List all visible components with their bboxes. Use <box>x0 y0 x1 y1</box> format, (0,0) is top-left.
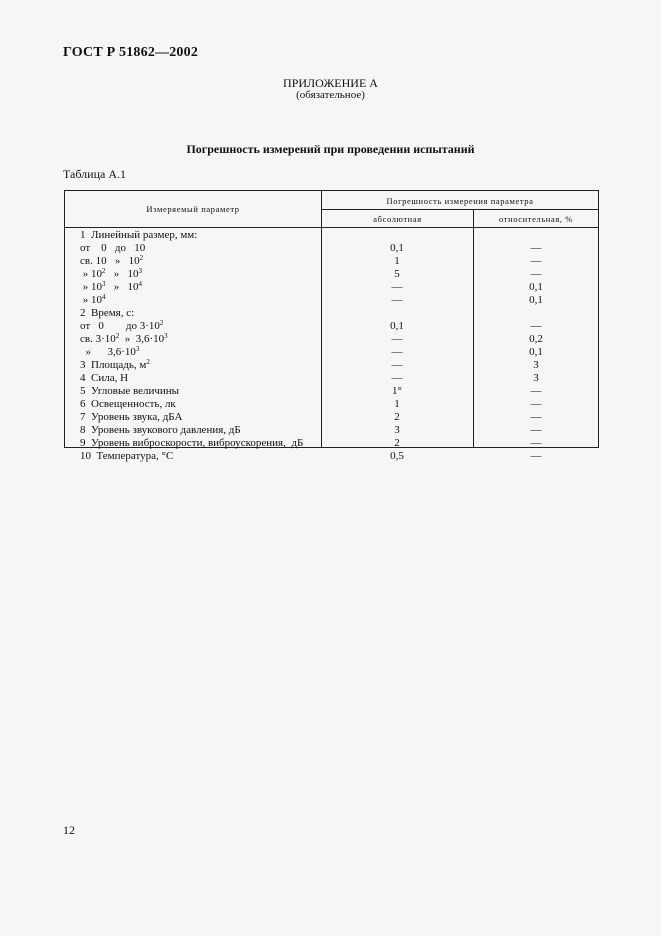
table-caption: Таблица А.1 <box>63 167 126 181</box>
absolute-cell: — <box>391 294 403 306</box>
table-row <box>65 268 598 281</box>
parameter-cell: » $3,6\cdot 10^3$ <box>80 345 140 358</box>
table-body <box>65 229 598 463</box>
table-row <box>65 255 598 268</box>
relative-cell: — <box>530 320 542 332</box>
relative-cell: 3 <box>533 372 539 384</box>
table-row <box>65 242 598 255</box>
table-row <box>65 307 598 320</box>
absolute-cell: — <box>391 346 403 358</box>
parameter-cell: 8 Уровень звукового давления, дБ <box>80 424 241 436</box>
table-row <box>65 411 598 424</box>
parameter-cell: от 0 до $3\cdot 10^2$ <box>80 319 164 332</box>
absolute-cell: 1 <box>394 255 400 267</box>
column-header-relative: относительная, % <box>499 214 573 224</box>
absolute-cell: 0,1 <box>390 242 404 254</box>
table-row <box>65 450 598 463</box>
absolute-cell: 3 <box>394 424 400 436</box>
table-row <box>65 437 598 450</box>
relative-cell: — <box>530 437 542 449</box>
relative-cell: 0,1 <box>529 281 543 293</box>
standard-number: ГОСТ Р 51862—2002 <box>63 45 199 60</box>
section-heading: Погрешность измерений при проведении испытаний <box>186 142 475 156</box>
absolute-cell: 2 <box>394 411 400 423</box>
table-row <box>65 424 598 437</box>
absolute-cell: — <box>391 333 403 345</box>
relative-cell: 3 <box>533 359 539 371</box>
relative-cell: 0,1 <box>529 346 543 358</box>
relative-cell: — <box>530 255 542 267</box>
parameter-cell: 5 Угловые величины <box>80 385 180 397</box>
table-row <box>65 229 598 242</box>
relative-cell: — <box>530 268 542 280</box>
parameter-cell: 2 Время, с: <box>80 307 135 319</box>
relative-cell: 0,2 <box>529 333 543 345</box>
table-row <box>65 320 598 333</box>
parameter-cell: 7 Уровень звука, дБА <box>80 411 183 423</box>
parameter-cell: св. $3\cdot 10^2$ » $3,6\cdot 10^3$ <box>80 332 168 345</box>
parameter-cell: 3 Площадь, $м^2$ <box>80 358 150 371</box>
table-row <box>65 359 598 372</box>
absolute-cell: — <box>391 372 403 384</box>
absolute-cell: 0,5 <box>390 450 404 462</box>
relative-cell: — <box>530 398 542 410</box>
appendix-title: ПРИЛОЖЕНИЕ А <box>283 76 378 90</box>
parameter-cell: от 0 до 10 <box>80 242 146 254</box>
page-number: 12 <box>63 823 75 837</box>
table-row <box>65 372 598 385</box>
absolute-cell: 1 <box>394 398 400 410</box>
column-header-accuracy: Погрешность измерения параметра <box>386 196 534 206</box>
relative-cell: — <box>530 242 542 254</box>
relative-cell: — <box>530 385 542 397</box>
parameter-cell: 6 Освещенность, лк <box>80 398 176 410</box>
table-row <box>65 398 598 411</box>
parameter-cell: » $10^3$ » $10^4$ <box>80 280 142 293</box>
appendix-subtitle: (обязательное) <box>296 89 365 101</box>
parameter-cell: 10 Температура, °С <box>80 450 174 462</box>
column-header-parameter: Измеряемый параметр <box>146 204 240 214</box>
relative-cell: — <box>530 424 542 436</box>
parameter-cell: 9 Уровень виброскорости, виброускорения, дБ <box>80 437 304 449</box>
table-row <box>65 346 598 359</box>
relative-cell: 0,1 <box>529 294 543 306</box>
absolute-cell: — <box>391 281 403 293</box>
parameter-cell: св. 10 » $10^2$ <box>80 254 144 267</box>
table-row <box>65 385 598 398</box>
parameter-cell: » $10^4$ <box>80 293 106 306</box>
relative-cell: — <box>530 411 542 423</box>
table-row <box>65 294 598 307</box>
column-header-absolute: абсолютная <box>373 214 422 224</box>
table-row <box>65 333 598 346</box>
parameter-cell: 1 Линейный размер, мм: <box>80 229 198 241</box>
parameter-cell: » $10^2$ » $10^3$ <box>80 267 142 280</box>
parameter-cell: 4 Сила, Н <box>80 372 129 384</box>
absolute-cell: 5 <box>394 268 400 280</box>
relative-cell: — <box>530 450 542 462</box>
table-row <box>65 281 598 294</box>
absolute-cell: — <box>391 359 403 371</box>
absolute-cell: 0,1 <box>390 320 404 332</box>
absolute-cell: 2 <box>394 437 400 449</box>
absolute-cell: 1° <box>392 385 402 397</box>
accuracy-table <box>64 190 599 462</box>
